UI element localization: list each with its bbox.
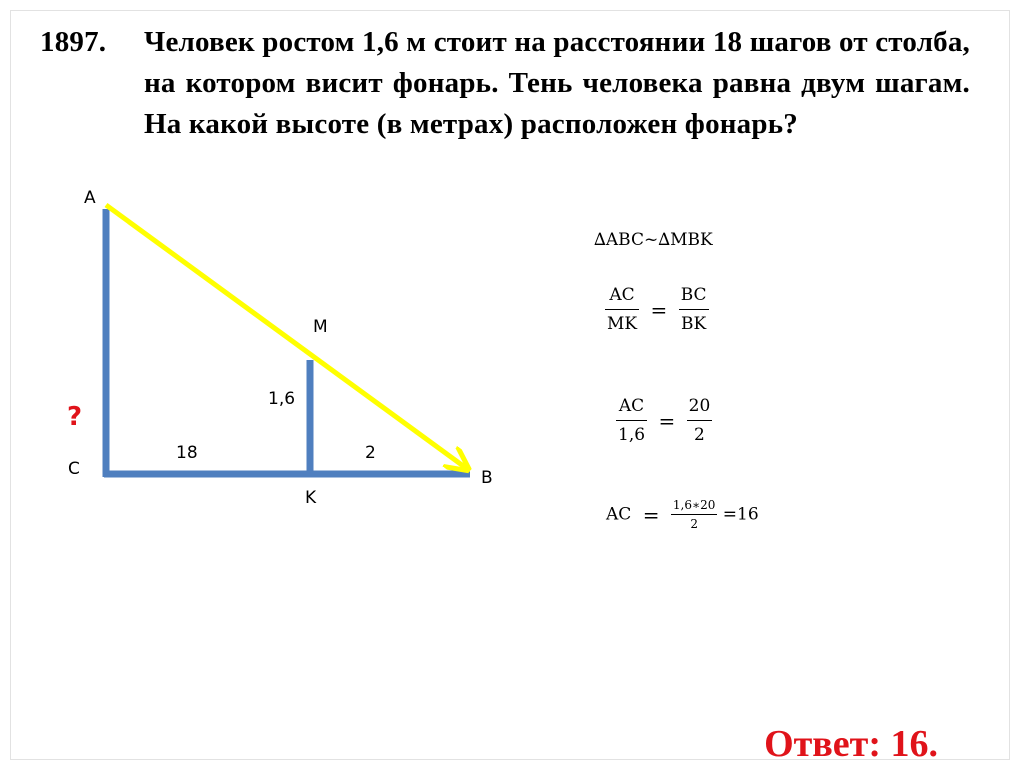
result-value: =16 bbox=[722, 504, 759, 525]
fraction-numerator: 20 bbox=[687, 396, 713, 421]
fraction-numerator: 1,6∗20 bbox=[671, 498, 718, 515]
point-label-c: C bbox=[68, 459, 80, 479]
result-lhs: AC bbox=[606, 504, 632, 525]
equals-sign: = bbox=[658, 408, 676, 433]
problem-text: Человек ростом 1,6 м стоит на расстоянии 18 шагов от столба, на котором висит фонарь. Тень человека равна двум шагам. На какой высоте (в метрах) расположен фонарь? bbox=[144, 26, 971, 140]
man-height-label: 1,6 bbox=[268, 389, 296, 409]
unknown-height-marker: ? bbox=[67, 402, 83, 432]
point-label-b: B bbox=[481, 468, 493, 488]
light-ray-ab bbox=[106, 205, 466, 468]
fraction-denominator: 1,6 bbox=[618, 425, 646, 445]
point-label-m: M bbox=[313, 317, 328, 337]
fraction-denominator: MK bbox=[607, 314, 638, 334]
substituted-equation bbox=[616, 396, 712, 445]
ratio-equation bbox=[605, 285, 709, 334]
equals-sign: = bbox=[650, 297, 668, 322]
shadow-label: 2 bbox=[365, 443, 376, 463]
fraction-ac-16 bbox=[616, 396, 647, 445]
fraction-bc-bk bbox=[679, 285, 709, 334]
fraction-denominator: BK bbox=[681, 314, 707, 334]
fraction-20-2 bbox=[687, 396, 713, 445]
fraction-numerator: AC bbox=[605, 285, 639, 310]
point-label-k: K bbox=[305, 488, 317, 508]
problem-number: 1897. bbox=[40, 26, 107, 58]
equals-sign: = bbox=[642, 502, 660, 527]
fraction-denominator: 2 bbox=[690, 517, 698, 531]
fraction-ac-mk bbox=[605, 285, 639, 334]
similarity-statement: ∆ABC~∆MBK bbox=[594, 230, 713, 250]
fraction-numerator: AC bbox=[616, 396, 647, 421]
distance-label: 18 bbox=[176, 443, 198, 463]
point-label-a: A bbox=[84, 188, 96, 208]
fraction-denominator: 2 bbox=[694, 425, 705, 445]
answer-text: Ответ: 16. bbox=[764, 723, 938, 765]
fraction-numerator: BC bbox=[679, 285, 709, 310]
fraction-result bbox=[671, 498, 718, 531]
result-equation bbox=[606, 498, 759, 531]
